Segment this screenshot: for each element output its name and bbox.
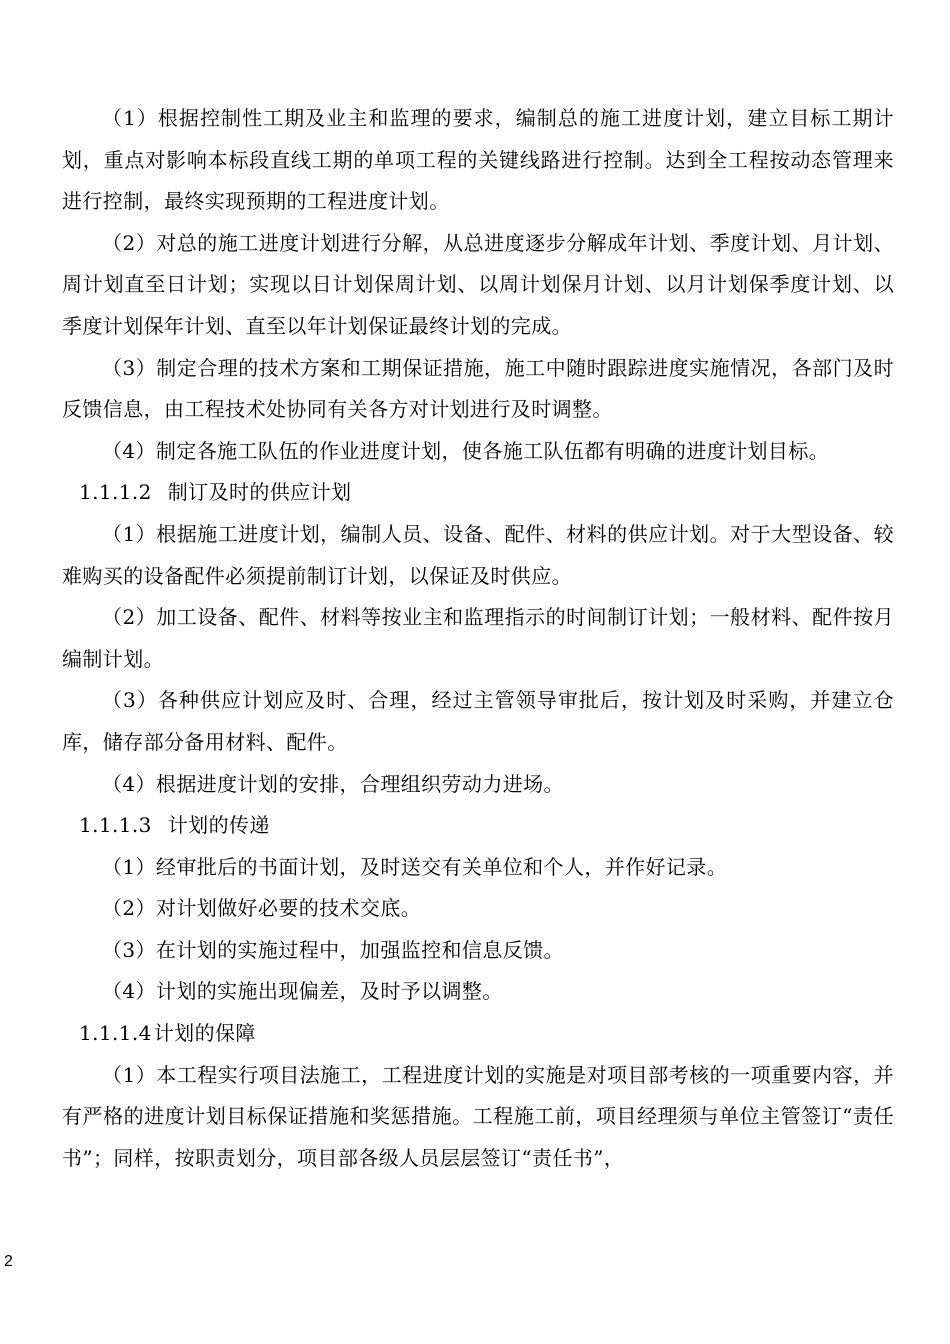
paragraph: （4）根据进度计划的安排，合理组织劳动力进场。 xyxy=(102,771,564,796)
section-heading xyxy=(62,805,894,847)
paragraph: （2）加工设备、配件、材料等按业主和监理指示的时间制订计划；一般材料、配件按月编制计划。 xyxy=(62,605,894,671)
paragraph: （1）根据施工进度计划，编制人员、设备、配件、材料的供应计划。对于大型设备、较难购买的设备配件必须提前制订计划，以保证及时供应。 xyxy=(62,521,894,588)
page-number: 2 xyxy=(4,1253,13,1270)
paragraph: （1）经审批后的书面计划，及时送交有关单位和个人，并作好记录。 xyxy=(102,854,728,879)
paragraph: （1）根据控制性工期及业主和监理的要求，编制总的施工进度计划，建立目标工期计划，重点对影响本标段直线工期的单项工程的关键线路进行控制。达到全工程按动态管理来进行控制，最终实现预期的工程进度计划。 xyxy=(62,106,894,214)
paragraph: （4）制定各施工队伍的作业进度计划，使各施工队伍都有明确的进度计划目标。 xyxy=(102,438,830,463)
paragraph: （4）计划的实施出现偏差，及时予以调整。 xyxy=(102,979,503,1004)
section-heading xyxy=(62,1013,894,1055)
paragraph: （3）制定合理的技术方案和工期保证措施，施工中随时跟踪进度实施情况，各部门及时反馈信息，由工程技术处协同有关各方对计划进行及时调整。 xyxy=(62,355,894,422)
section-title: 计划的保障 xyxy=(153,1021,256,1046)
paragraph: （2）对总的施工进度计划进行分解，从总进度逐步分解成年计划、季度计划、月计划、周计划直至日计划；实现以日计划保周计划、以周计划保月计划、以月计划保季度计划、以季度计划保年计划、直至以年计划保证最终计划的完成。 xyxy=(62,230,894,338)
document-body xyxy=(62,98,894,1179)
paragraph: （3）各种供应计划应及时、合理，经过主管领导审批后，按计划及时采购，并建立仓库，储存部分备用材料、配件。 xyxy=(62,688,894,754)
paragraph: （2）对计划做好必要的技术交底。 xyxy=(102,896,422,921)
paragraph: （3）在计划的实施过程中，加强监控和信息反馈。 xyxy=(102,937,564,962)
section-number: 1.1.1.4 xyxy=(79,1021,152,1046)
paragraph: （1）本工程实行项目法施工，工程进度计划的实施是对项目部考核的一项重要内容，并有严格的进度计划目标保证措施和奖惩措施。工程施工前，项目经理须与单位主管签订“责任书”；同样，按职责划分，项目部各级人员层层签订“责任书”， xyxy=(62,1062,894,1170)
section-number: 1.1.1.2 xyxy=(79,480,152,505)
section-number: 1.1.1.3 xyxy=(79,813,152,838)
section-title: 制订及时的供应计划 xyxy=(167,480,352,505)
section-title: 计划的传递 xyxy=(167,813,270,838)
section-heading xyxy=(62,472,894,514)
